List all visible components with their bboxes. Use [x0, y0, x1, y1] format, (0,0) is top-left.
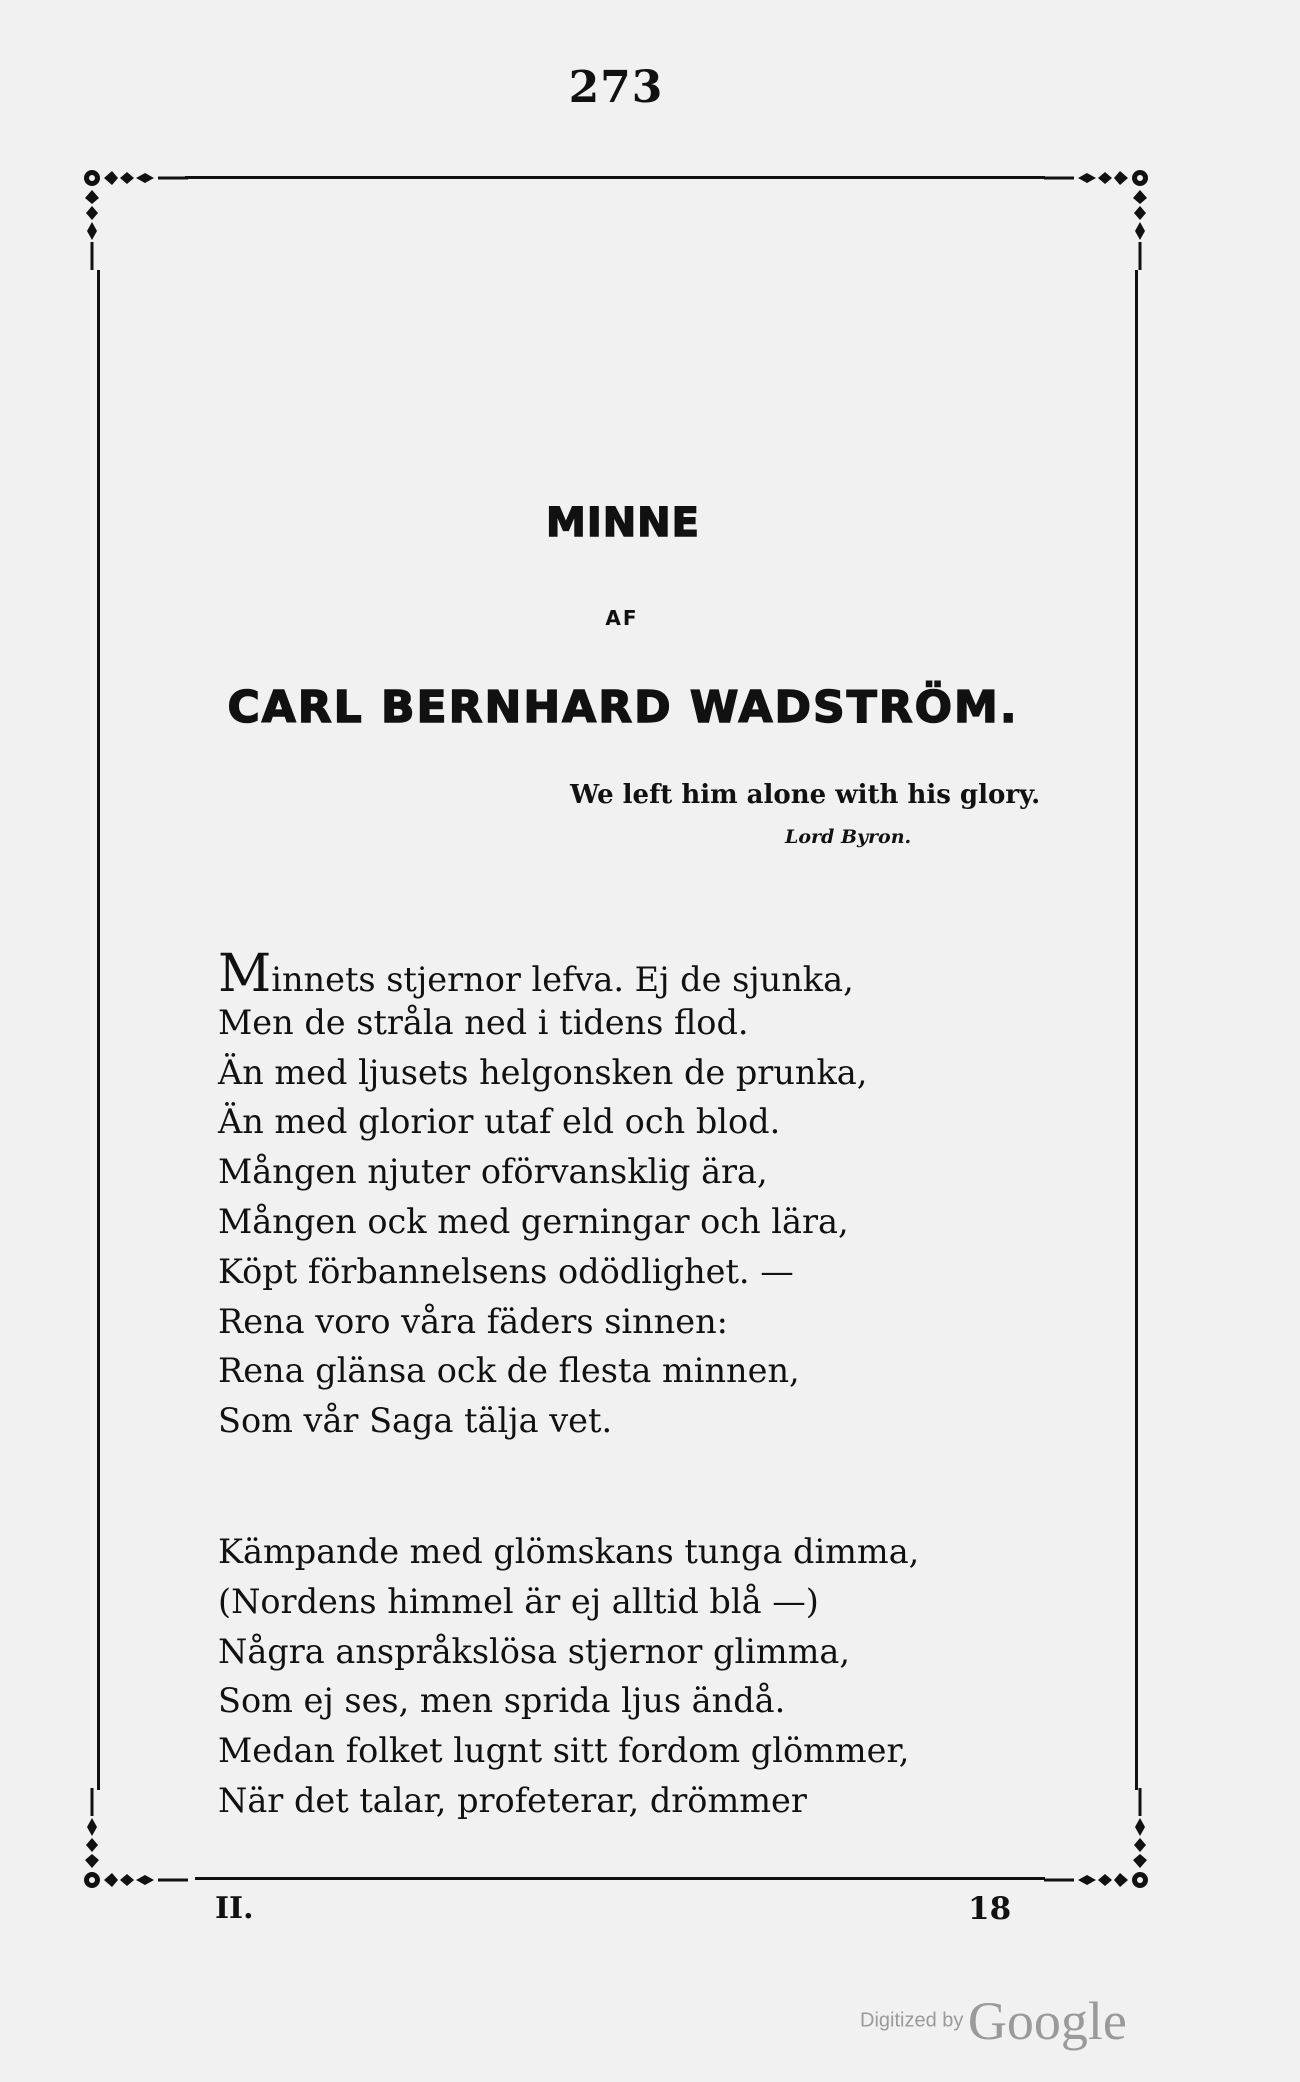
digitized-watermark — [860, 1990, 1127, 2052]
verse-line: Som vår Saga tälja vet. — [218, 1401, 613, 1441]
verse-line: När det talar, profeterar, drömmer — [218, 1780, 807, 1820]
verse-line: (Nordens himmel är ej alltid blå —) — [218, 1581, 819, 1621]
page-number: 273 — [568, 62, 664, 113]
signature-mark: II. — [215, 1891, 254, 1926]
border-bottom-line — [195, 1877, 1045, 1880]
corner-ornament-bottom-left — [80, 1788, 190, 1898]
verse-line: Rena glänsa ock de flesta minnen, — [218, 1351, 800, 1391]
google-logo: Google — [967, 1991, 1127, 2051]
corner-ornament-bottom-right — [1042, 1788, 1152, 1898]
verse-line: Några anspråkslösa stjernor glimma, — [218, 1631, 851, 1671]
stanza-1 — [218, 944, 868, 1446]
stanza-2 — [218, 1527, 919, 1826]
verse-line: Kämpande med glömskans tunga dimma, — [218, 1532, 920, 1571]
title-connector: AF — [605, 606, 639, 630]
epigraph-attribution: Lord Byron. — [785, 826, 912, 848]
corner-ornament-top-left — [80, 160, 190, 270]
drop-cap: M — [218, 944, 272, 1004]
sheet-number: 18 — [968, 1891, 1012, 1927]
verse-line: Än med ljusets helgonsken de prunka, — [218, 1052, 868, 1092]
epigraph: We left him alone with his glory. — [570, 780, 1041, 810]
verse-line: Rena voro våra fäders sinnen: — [218, 1301, 728, 1341]
verse-line: Mången njuter oförvansklig ära, — [218, 1152, 768, 1192]
watermark-prefix: Digitized by — [860, 2009, 964, 2032]
verse-line: Minnets stjernor lefva. Ej de sjunka, — [218, 944, 854, 1004]
verse-line: Medan folket lugnt sitt fordom glömmer, — [218, 1731, 910, 1771]
verse-line: Mången ock med gerningar och lära, — [218, 1201, 849, 1241]
verse-line: Än med glorior utaf eld och blod. — [218, 1102, 781, 1142]
verse-line: Men de stråla ned i tidens flod. — [218, 1002, 749, 1042]
poem-title: MINNE — [546, 500, 700, 546]
verse-line: Köpt förbannelsens odödlighet. — — [218, 1251, 794, 1291]
border-top-line — [185, 176, 1045, 179]
poem-subject: CARL BERNHARD WADSTRÖM. — [227, 682, 1019, 733]
corner-ornament-top-right — [1042, 160, 1152, 270]
verse-line: Som ej ses, men sprida ljus ändå. — [218, 1681, 786, 1721]
border-left-line — [97, 270, 100, 1790]
border-right-line — [1135, 270, 1138, 1790]
